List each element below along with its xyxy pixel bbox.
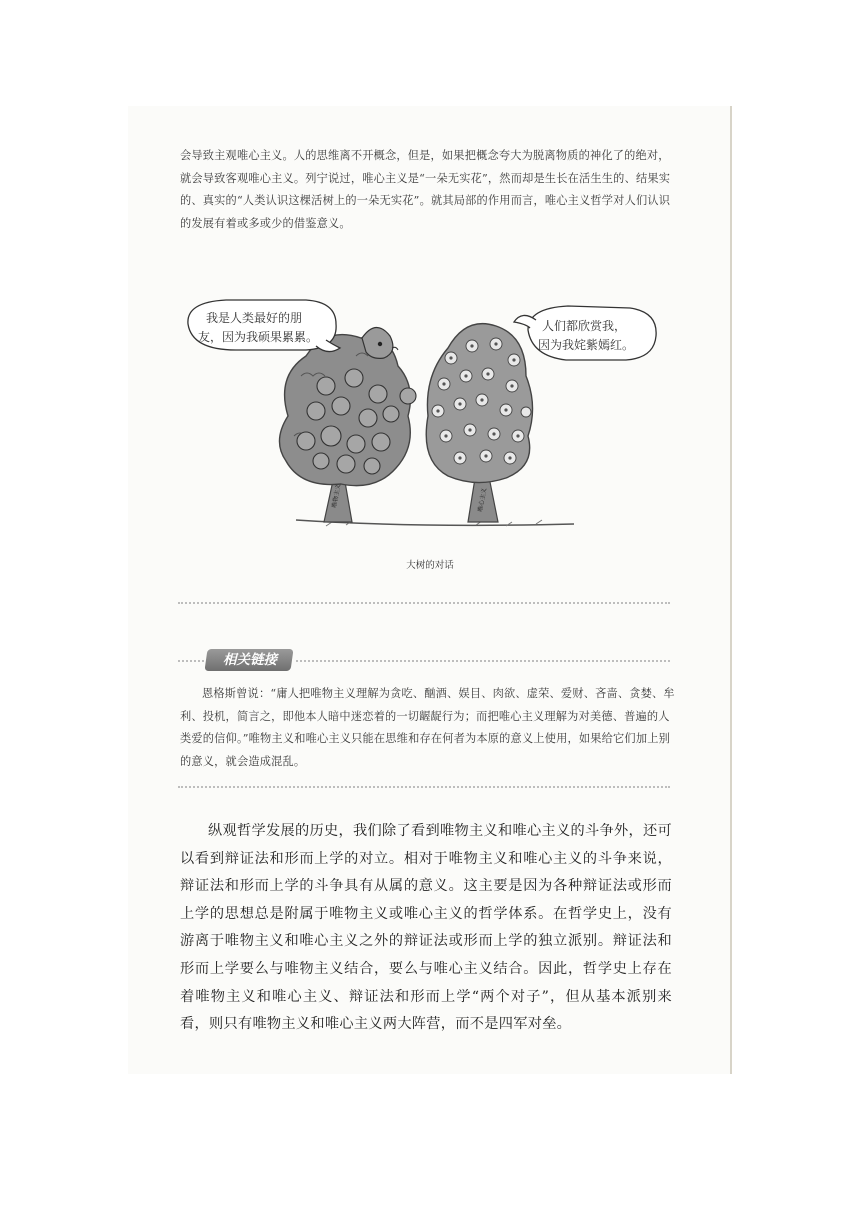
right-speech-bubble bbox=[514, 306, 656, 360]
fruit-tree bbox=[279, 327, 416, 522]
main-paragraph: 纵观哲学发展的历史，我们除了看到唯物主义和唯心主义的斗争外，还可以看到辩证法和形而上学的对立。相对于唯物主义和唯心主义的斗争来说，辩证法和形而上学的斗争具有从属的意义。这主要是因为各种辩证法或形而上学的思想总是附属于唯物主义或唯心主义的哲学体系。在哲学史上，没有游离于唯物主义和唯心主义之外的辩证法或形而上学的独立派别。辩证法和形而上学要么与唯物主义结合，要么与唯心主义结合。因此，哲学史上存在着唯物主义和唯心主义、辩证法和形而上学“两个对子”，但从基本派别来看，则只有唯物主义和唯心主义两大阵营，而不是四军对垒。 bbox=[180, 823, 672, 1033]
divider-bottom bbox=[178, 786, 670, 788]
related-link-header bbox=[178, 649, 670, 671]
right-bubble-line1: 人们都欣赏我， bbox=[542, 319, 627, 333]
right-bubble-line2: 因为我姹紫嫣红。 bbox=[538, 338, 635, 352]
related-link-text: 恩格斯曾说：“庸人把唯物主义理解为贪吃、酗酒、娱目、肉欲、虚荣、爱财、吝啬、贪婪、牟利、投机，简言之，即他本人暗中迷恋着的一切龌龊行为；而把唯心主义理解为对美德、普遍的人类爱的信仰。”唯物主义和唯心主义只能在思维和存在何者为本原的意义上使用，如果给它们加上别的意义，就会造成混乱。 bbox=[180, 687, 675, 768]
right-trunk-label: 唯心主义 bbox=[477, 487, 489, 513]
header-dots-left bbox=[178, 660, 204, 662]
header-dots-right bbox=[296, 660, 670, 662]
left-bubble-line2: 友，因为我硕果累累。 bbox=[198, 330, 319, 344]
left-speech-bubble bbox=[188, 300, 340, 352]
flower-tree bbox=[426, 324, 532, 522]
page-edge-line bbox=[730, 106, 732, 1074]
left-trunk-label: 唯物主义 bbox=[331, 483, 343, 509]
left-bubble-line1: 我是人类最好的朋 bbox=[206, 311, 303, 325]
top-paragraph: 会导致主观唯心主义。人的思维离不开概念，但是，如果把概念夸大为脱离物质的神化了的绝对，就会导致客观唯心主义。列宁说过，唯心主义是“一朵无实花”，然而却是生长在活生生的、结果实的、真实的“人类认识这棵活树上的一朵无实花”。就其局部的作用而言，唯心主义哲学对人们认识的发展有着或多或少的借鉴意义。 bbox=[180, 149, 671, 230]
divider-top bbox=[178, 602, 670, 604]
tree-cartoon bbox=[176, 296, 666, 536]
cartoon-caption: 大树的对话 bbox=[406, 560, 454, 571]
related-link-heading: 相关链接 bbox=[223, 652, 277, 668]
